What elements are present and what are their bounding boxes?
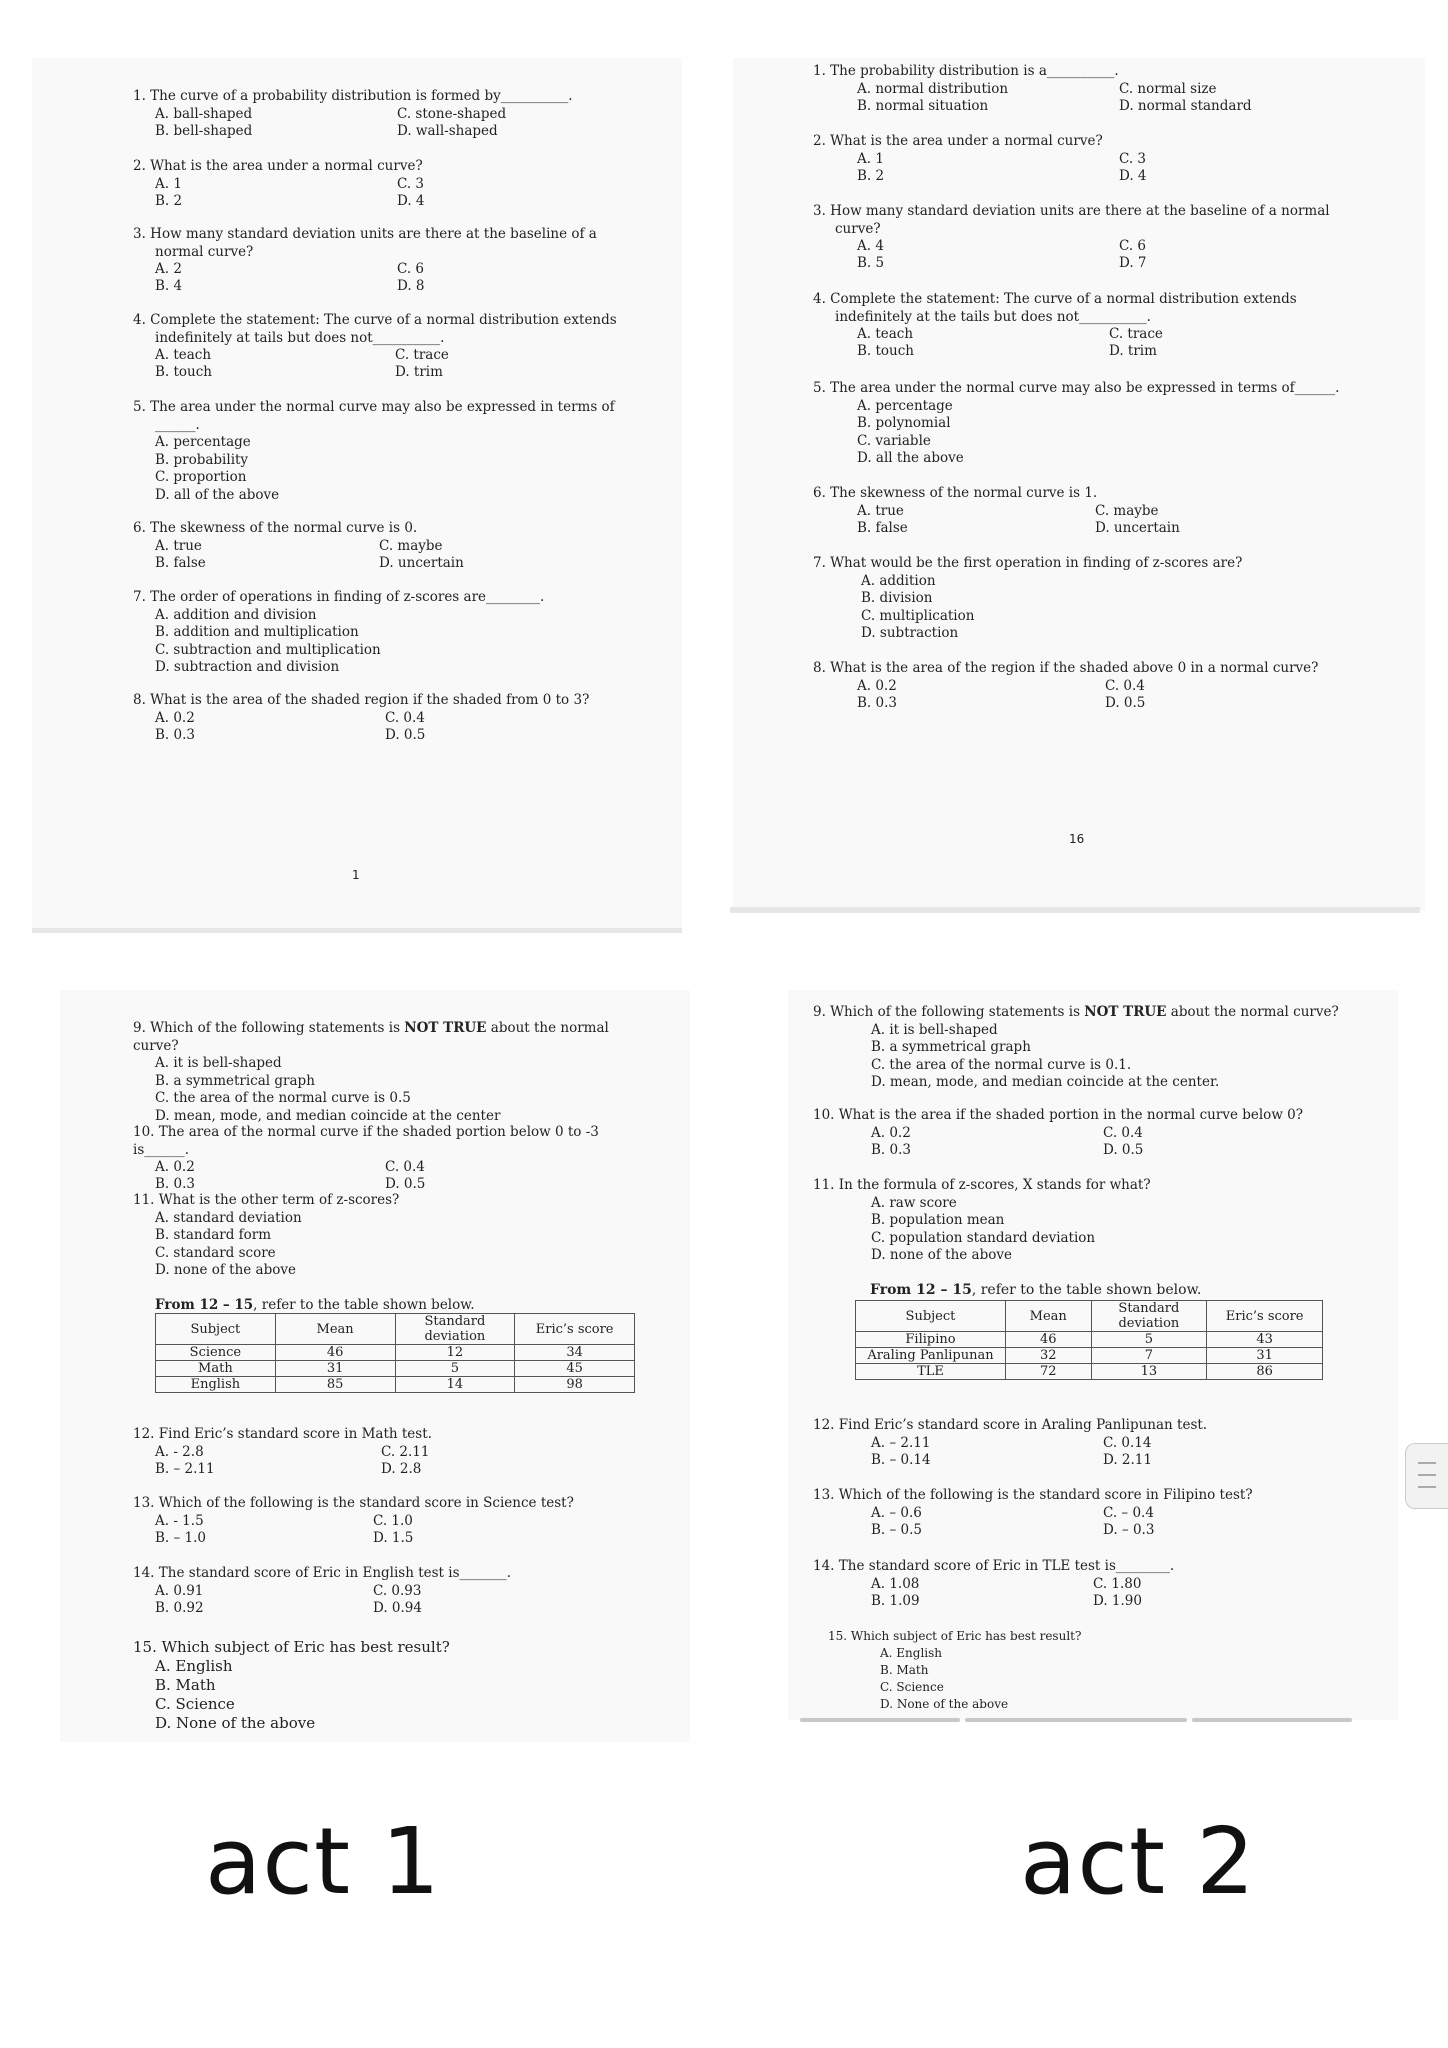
table-intro: From 12 – 15, refer to the table shown below.: [870, 1282, 1202, 1298]
act1-q1: 1. The curve of a probability distribution is formed by__________. A. ball-shaped B. bell-shaped C. stone-shaped D. wall-shaped: [133, 88, 573, 139]
act2-q11: 11. In the formula of z-scores, X stands for what? A. raw score B. population mean C. population standard deviation D. none of the above: [813, 1177, 1151, 1263]
page-divider: [32, 928, 682, 933]
table-cell: 45: [515, 1361, 635, 1377]
table-cell: 31: [275, 1361, 395, 1377]
side-panel-handle[interactable]: [1405, 1443, 1448, 1509]
table-cell: 86: [1207, 1364, 1323, 1380]
act1-q8: 8. What is the area of the shaded region if the shaded from 0 to 3? A. 0.2 B. 0.3 C. 0.4 D. 0.5: [133, 692, 590, 743]
table-cell: 85: [275, 1377, 395, 1393]
table-header-row: [156, 1314, 635, 1345]
table-cell: 32: [1005, 1348, 1091, 1364]
table-cell: Filipino: [856, 1332, 1006, 1348]
table-header: Subject: [856, 1301, 1006, 1332]
progress-segment: [965, 1718, 1187, 1722]
act2-q10: 10. What is the area if the shaded portion in the normal curve below 0? A. 0.2 B. 0.3 C. 0.4 D. 0.5: [813, 1107, 1303, 1158]
table-cell: 98: [515, 1377, 635, 1393]
table-row: [856, 1364, 1323, 1380]
act1-q13: 13. Which of the following is the standard score in Science test? A. - 1.5 B. – 1.0 C. 1.0 D. 1.5: [133, 1495, 574, 1546]
table-cell: 43: [1207, 1332, 1323, 1348]
act1-q11: 11. What is the other term of z-scores? A. standard deviation B. standard form C. standard score D. none of the above: [133, 1192, 400, 1278]
table-cell: 46: [1005, 1332, 1091, 1348]
table-cell: English: [156, 1377, 276, 1393]
act2-q9: 9. Which of the following statements is NOT TRUE about the normal curve? A. it is bell-shaped B. a symmetrical graph C. the area of the normal curve is 0.1. D. mean, mode, and median coincide at the center.: [813, 1004, 1339, 1090]
act2-q4: 4. Complete the statement: The curve of a normal distribution extends indefinitely at the tails but does not__________. A. teach B. touch C. trace D. trim: [813, 291, 1297, 359]
act2-q5: 5. The area under the normal curve may also be expressed in terms of______. A. percentage B. polynomial C. variable D. all the above: [813, 380, 1340, 466]
progress-segment: [1192, 1718, 1352, 1722]
table-intro: From 12 – 15, refer to the table shown below.: [155, 1297, 475, 1313]
act1-q15: 15. Which subject of Eric has best result? A. English B. Math C. Science D. None of the above: [133, 1638, 450, 1732]
act1-q7: 7. The order of operations in finding of z-scores are________. A. addition and division B. addition and multiplication C. subtraction and multiplication D. subtraction and division: [133, 589, 545, 675]
table-cell: 5: [395, 1361, 515, 1377]
act1-q10: 10. The area of the normal curve if the shaded portion below 0 to -3 is______. A. 0.2 B. 0.3 C. 0.4 D. 0.5: [133, 1124, 599, 1192]
act1-q5: 5. The area under the normal curve may also be expressed in terms of ______. A. percentage B. probability C. proportion D. all of the above: [133, 399, 615, 503]
table-cell: TLE: [856, 1364, 1006, 1380]
table-cell: 34: [515, 1345, 635, 1361]
act1-q14: 14. The standard score of Eric in English test is_______. A. 0.91 B. 0.92 C. 0.93 D. 0.94: [133, 1565, 512, 1616]
act1-q4: 4. Complete the statement: The curve of a normal distribution extends indefinitely at tails but does not__________. A. teach B. touch C. trace D. trim: [133, 312, 617, 380]
table-cell: 72: [1005, 1364, 1091, 1380]
page-divider: [730, 907, 1420, 913]
act2-q1: 1. The probability distribution is a__________. A. normal distribution B. normal situation C. normal size D. normal standard: [813, 63, 1252, 114]
act2-q8: 8. What is the area of the region if the shaded above 0 in a normal curve? A. 0.2 B. 0.3 C. 0.4 D. 0.5: [813, 660, 1319, 711]
table-cell: 5: [1091, 1332, 1207, 1348]
table-row: [856, 1332, 1323, 1348]
act1-q12: 12. Find Eric’s standard score in Math test. A. - 2.8 B. – 2.11 C. 2.11 D. 2.8: [133, 1426, 432, 1477]
table-cell: Araling Panlipunan: [856, 1348, 1006, 1364]
page-number: 16: [1069, 832, 1085, 846]
table-cell: 13: [1091, 1364, 1207, 1380]
table-cell: 46: [275, 1345, 395, 1361]
table-header: Mean: [1005, 1301, 1091, 1332]
table-cell: 12: [395, 1345, 515, 1361]
table-cell: Math: [156, 1361, 276, 1377]
table-cell: 31: [1207, 1348, 1323, 1364]
act2-q12: 12. Find Eric’s standard score in Araling Panlipunan test. A. – 2.11 B. – 0.14 C. 0.14 D. 2.11: [813, 1417, 1208, 1468]
act1-label: act 1: [205, 1808, 441, 1915]
progress-segment: [800, 1718, 960, 1722]
act1-q6: 6. The skewness of the normal curve is 0. A. true B. false C. maybe D. uncertain: [133, 520, 464, 571]
table-row: [156, 1345, 635, 1361]
table-cell: 14: [395, 1377, 515, 1393]
handle-line-icon: [1418, 1486, 1436, 1488]
act2-label: act 2: [1020, 1808, 1256, 1915]
table-cell: 7: [1091, 1348, 1207, 1364]
table-cell: Science: [156, 1345, 276, 1361]
table-row: [856, 1348, 1323, 1364]
handle-line-icon: [1418, 1462, 1436, 1464]
act1-q3: 3. How many standard deviation units are there at the baseline of a normal curve? A. 2 B. 4 C. 6 D. 8: [133, 226, 597, 294]
act2-q6: 6. The skewness of the normal curve is 1. A. true B. false C. maybe D. uncertain: [813, 485, 1180, 536]
table-header: Eric’s score: [1207, 1301, 1323, 1332]
score-table: [855, 1300, 1323, 1380]
act1-q2: 2. What is the area under a normal curve? A. 1 B. 2 C. 3 D. 4: [133, 158, 425, 209]
table-header: Standard deviation: [1091, 1301, 1207, 1332]
act2-q3: 3. How many standard deviation units are there at the baseline of a normal curve? A. 4 B. 5 C. 6 D. 7: [813, 203, 1330, 271]
act2-q13: 13. Which of the following is the standard score in Filipino test? A. – 0.6 B. – 0.5 C. – 0.4 D. – 0.3: [813, 1487, 1253, 1538]
table-header: Standard deviation: [395, 1314, 515, 1345]
table-row: [156, 1361, 635, 1377]
score-table: [155, 1313, 635, 1393]
table-row: [156, 1377, 635, 1393]
table-header-row: [856, 1301, 1323, 1332]
handle-line-icon: [1418, 1474, 1436, 1476]
act2-q15: 15. Which subject of Eric has best result? A. English B. Math C. Science D. None of the above: [828, 1629, 1082, 1711]
table-header: Subject: [156, 1314, 276, 1345]
act2-q2: 2. What is the area under a normal curve? A. 1 B. 2 C. 3 D. 4: [813, 133, 1147, 184]
act2-q14: 14. The standard score of Eric in TLE test is________. A. 1.08 B. 1.09 C. 1.80 D. 1.90: [813, 1558, 1175, 1609]
table-header: Eric’s score: [515, 1314, 635, 1345]
table-header: Mean: [275, 1314, 395, 1345]
act2-q7: 7. What would be the first operation in finding of z-scores are? A. addition B. division C. multiplication D. subtraction: [813, 555, 1243, 641]
page-number: 1: [352, 868, 360, 882]
act1-q9: 9. Which of the following statements is NOT TRUE about the normal curve? A. it is bell-shaped B. a symmetrical graph C. the area of the normal curve is 0.5 D. mean, mode, and median coincide at the center: [133, 1020, 609, 1124]
